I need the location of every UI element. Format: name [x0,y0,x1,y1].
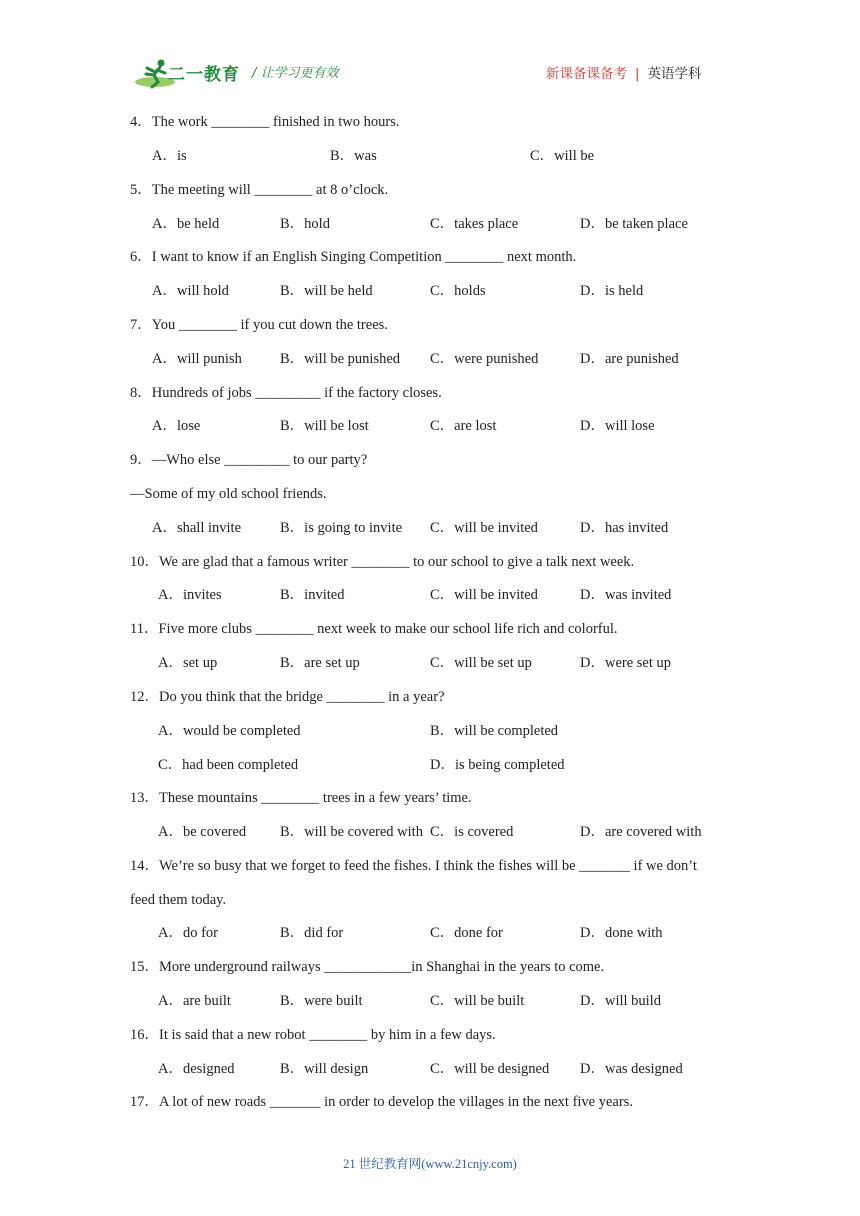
option-8b: B．will be lost [280,418,369,434]
option-13b: B．will be covered with [280,824,423,840]
question-15: 15．More underground railways ____________in Shanghai in the years to come. [130,959,605,975]
option-15c: C．will be built [430,993,525,1009]
option-16b: B．will design [280,1061,369,1077]
option-9c: C．will be invited [430,520,538,536]
question-12: 12．Do you think that the bridge ________ in a year? [130,689,445,705]
option-4b: B．was [330,148,377,164]
option-16c: C．will be designed [430,1061,550,1077]
page-footer: 21 世纪教育网(www.21cnjy.com) [343,1157,517,1171]
option-13a: A．be covered [158,824,247,840]
option-6c: C．holds [430,283,486,299]
option-14c: C．done for [430,925,503,941]
question-10: 10．We are glad that a famous writer ________ to our school to give a talk next week. [130,554,635,570]
option-6b: B．will be held [280,283,373,299]
option-9d: D．has invited [580,520,669,536]
option-12d: D．is being completed [430,757,565,773]
header-tag-left: 新课备课备考 [546,66,627,82]
question-16: 16．It is said that a new robot ________ by him in a few days. [130,1027,496,1043]
question-7: 7．You ________ if you cut down the trees. [130,317,388,333]
question-17: 17．A lot of new roads _______ in order to develop the villages in the next five years. [130,1094,633,1110]
header-tag [546,62,702,82]
option-13c: C．is covered [430,824,514,840]
question-14-cont: feed them today. [130,892,227,908]
option-14b: B．did for [280,925,344,941]
question-8: 8．Hundreds of jobs _________ if the factory closes. [130,385,442,401]
question-9: 9．—Who else _________ to our party? [130,452,368,468]
option-5c: C．takes place [430,216,519,232]
option-10b: B．invited [280,587,345,603]
option-12a: A．would be completed [158,723,301,739]
option-4a: A．is [152,148,187,164]
option-5d: D．be taken place [580,216,688,232]
option-6a: A．will hold [152,283,229,299]
option-8c: C．are lost [430,418,497,434]
option-4c: C．will be [530,148,595,164]
option-8d: D．will lose [580,418,655,434]
option-14a: A．do for [158,925,219,941]
header-tag-separator: | [635,66,640,82]
option-6d: D．is held [580,283,644,299]
option-7d: D．are punished [580,351,679,367]
option-15d: D．will build [580,993,661,1009]
option-9a: A．shall invite [152,520,242,536]
option-15b: B．were built [280,993,363,1009]
option-8a: A．lose [152,418,201,434]
option-5a: A．be held [152,216,220,232]
option-13d: D．are covered with [580,824,702,840]
option-15a: A．are built [158,993,231,1009]
option-7a: A．will punish [152,351,242,367]
option-10d: D．was invited [580,587,672,603]
option-16d: D．was designed [580,1061,683,1077]
slogan: / 让学习更有效 [252,66,339,81]
option-14d: D．done with [580,925,663,941]
question-11: 11．Five more clubs ________ next week to make our school life rich and colorful. [130,621,618,637]
question-6: 6．I want to know if an English Singing Competition ________ next month. [130,249,577,265]
option-10c: C．will be invited [430,587,538,603]
option-16a: A．designed [158,1061,235,1077]
option-7b: B．will be punished [280,351,401,367]
option-11a: A．set up [158,655,218,671]
option-9b: B．is going to invite [280,520,403,536]
question-14: 14．We’re so busy that we forget to feed the fishes. I think the fishes will be _______ if we don’t [130,858,697,874]
option-10a: A．invites [158,587,222,603]
option-12b: B．will be completed [430,723,559,739]
logo-text: 二一教育 [168,65,240,85]
question-4: 4．The work ________ finished in two hours. [130,114,400,130]
question-9-reply: —Some of my old school friends. [130,486,327,502]
option-11c: C．will be set up [430,655,532,671]
option-5b: B．hold [280,216,330,232]
header-tag-right: 英语学科 [647,66,702,82]
option-11b: B．are set up [280,655,360,671]
option-12c: C．had been completed [158,757,299,773]
question-13: 13．These mountains ________ trees in a few years’ time. [130,790,472,806]
page-header [0,0,860,100]
option-7c: C．were punished [430,351,539,367]
question-5: 5．The meeting will ________ at 8 o’clock. [130,182,389,198]
option-11d: D．were set up [580,655,672,671]
